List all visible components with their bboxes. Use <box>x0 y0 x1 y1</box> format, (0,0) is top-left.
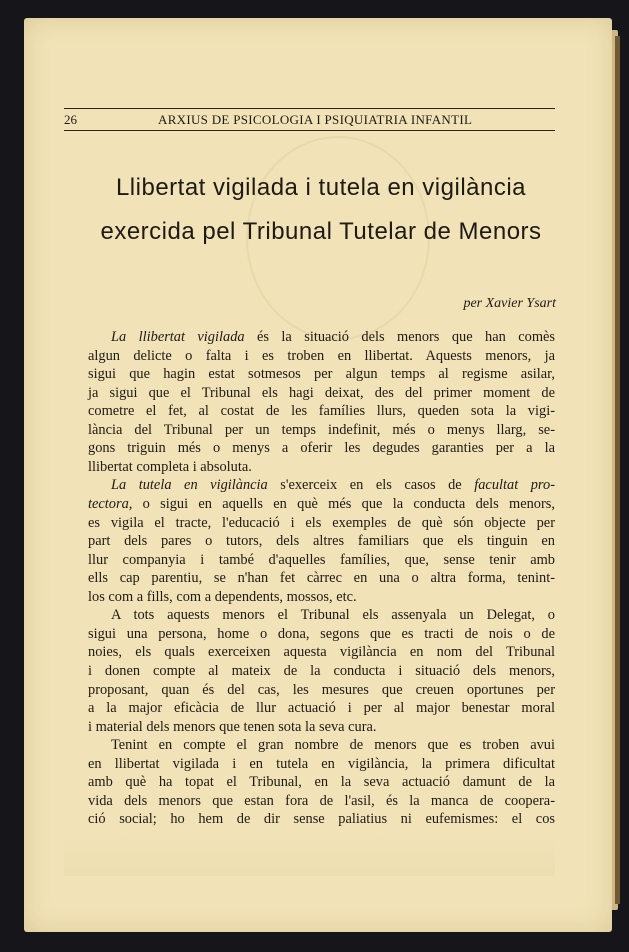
line-text: i donen compte al mateix de la conducta i situació dels menors, <box>88 662 555 679</box>
line-text: i material dels menors que tenen sota la seva cura. <box>88 718 377 735</box>
body-line <box>88 588 555 606</box>
body-line <box>88 569 555 587</box>
page-gutter-shadow <box>615 36 620 904</box>
body-line <box>111 476 555 494</box>
body-line <box>88 402 555 420</box>
line-text: en llibertat vigilada i en tutela en vigilància, la primera dificultat <box>88 755 555 772</box>
line-text: es vigila el tracte, l'educació i els exemples de què són objecte per <box>88 514 555 531</box>
body-line <box>88 458 555 476</box>
line-text: o sigui en aquells en què més que la conducta dels menors, <box>132 496 555 512</box>
line-text: amb què ha topat el Tribunal, en la seva actuació damunt de la <box>88 774 555 791</box>
line-text: algun delicte o falta i es troben en llibertat. Aquests menors, ja <box>88 347 555 364</box>
italic-term: La tutela en vigilància <box>111 477 268 494</box>
line-text: proposant, quan és del cas, les mesures que creuen oportunes per <box>88 681 555 698</box>
line-text: sigui que hagin estat sotmesos per algun temps al regisme asilar, <box>88 366 555 383</box>
body-line <box>88 495 555 513</box>
body-line <box>88 718 555 736</box>
body-line <box>88 347 555 365</box>
body-line <box>88 439 555 457</box>
body-line <box>88 551 555 569</box>
line-text: sigui una persona, home o dona, segons que es tracti de nois o de <box>88 625 555 642</box>
line-text: a la major eficàcia de llur actuació i per al major benestar moral <box>88 700 555 716</box>
body-line <box>88 421 555 439</box>
body-line <box>111 328 555 346</box>
line-text: ja sigui que el Tribunal els hagi deixat, des del primer moment de <box>88 384 555 401</box>
line-text: lància del Tribunal per un temps indefinit, més o menys llarg, se- <box>88 421 555 438</box>
italic-term: facultat pro- <box>474 477 555 494</box>
page-number: 26 <box>64 112 77 127</box>
page-header <box>64 90 555 134</box>
line-text: part dels pares o tutors, dels altres familiars que els tinguin en <box>88 533 555 549</box>
body-line <box>88 365 555 383</box>
line-text: noies, els quals exerceixen aquesta vigilància en nom del Tribunal <box>88 644 555 661</box>
body-line <box>88 755 555 773</box>
line-text: és la situació dels menors que han comès <box>244 329 555 345</box>
line-text: Tenint en compte el gran nombre de menors que es troben avui <box>111 737 555 754</box>
body-line <box>88 514 555 532</box>
body-line <box>88 643 555 661</box>
line-text: gons triguin més o menys a oferir les degudes garanties per a la <box>88 440 555 457</box>
article-title-line-1: Llibertat vigilada i tutela en vigilància <box>115 174 527 201</box>
article-title-line-2: exercida pel Tribunal Tutelar de Menors <box>100 218 542 245</box>
author-byline: per Xavier Ysart <box>463 296 556 311</box>
page-bottom-shading <box>64 836 555 876</box>
body-line <box>88 810 555 828</box>
body-line <box>88 773 555 791</box>
line-text: llur companyia i també d'aquelles famílies, que, sense tenir amb <box>88 551 555 568</box>
line-text: vida dels menors que estan fora de l'asil, és la manca de coopera- <box>88 792 555 809</box>
body-line <box>88 699 555 717</box>
running-head: ARXIUS DE PSICOLOGIA I PSIQUIATRIA INFANTIL <box>158 112 473 127</box>
italic-term: tectora, <box>88 496 133 512</box>
body-line <box>111 606 555 624</box>
line-text: A tots aquests menors el Tribunal els assenyala un Delegat, o <box>111 607 555 624</box>
line-text: llibertat completa i absoluta. <box>88 458 252 475</box>
header-rule-bottom <box>64 130 555 131</box>
line-text: cometre el fet, al costat de les famílies llurs, queden sota la vigi- <box>88 403 555 420</box>
italic-term: La llibertat vigilada <box>111 329 245 345</box>
body-line <box>88 532 555 550</box>
body-line <box>111 736 555 754</box>
body-line <box>88 681 555 699</box>
line-text: ció social; ho hem de dir sense paliatius ni eufemismes: el cos <box>88 811 555 828</box>
body-line <box>88 384 555 402</box>
line-text: los com a fills, com a dependents, mossos, etc. <box>88 588 357 605</box>
line-text: ells cap parentiu, se n'han fet càrrec en una o altra forma, tenint- <box>88 570 555 587</box>
header-rule-top <box>64 108 555 109</box>
body-line <box>88 662 555 680</box>
line-text: s'exerceix en els casos de <box>267 477 475 494</box>
body-line <box>88 792 555 810</box>
body-line <box>88 625 555 643</box>
